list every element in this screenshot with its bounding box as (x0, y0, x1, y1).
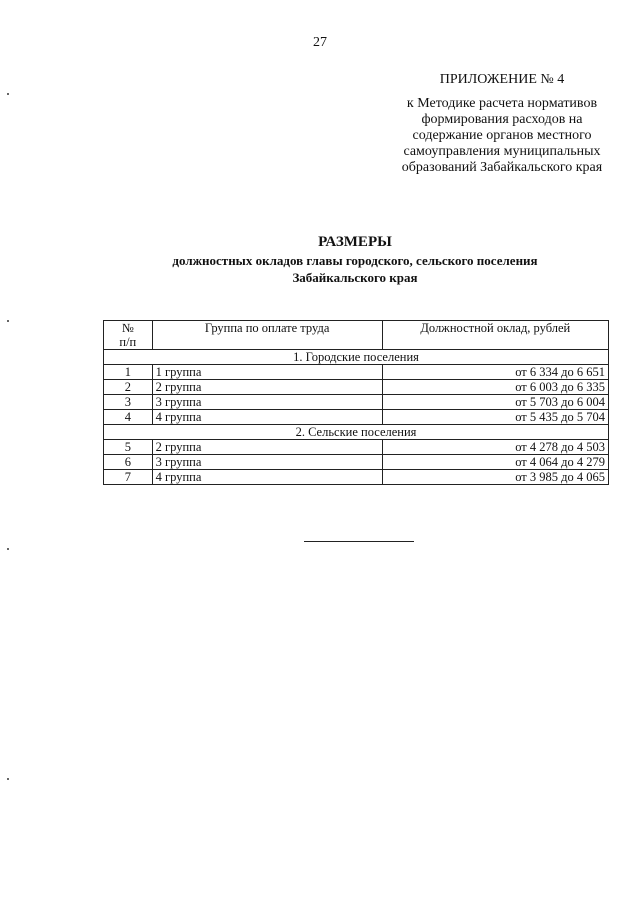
table-row (104, 470, 609, 485)
scan-margin-mark (7, 778, 9, 780)
heading-subtitle: Забайкальского края (292, 270, 418, 285)
header-num (104, 321, 153, 350)
section-title: 1. Городские поселения (104, 350, 609, 365)
document-heading (0, 232, 640, 286)
cell-group: 3 группа (152, 395, 382, 410)
cell-num: 4 (104, 410, 153, 425)
table-row (104, 395, 609, 410)
appendix-line: содержание органов местного (412, 128, 592, 143)
page-number: 27 (313, 35, 327, 50)
header-salary: Должностной оклад, рублей (382, 321, 608, 350)
heading-subtitle: должностных окладов главы городского, сельского поселения (172, 253, 538, 268)
cell-num: 3 (104, 395, 153, 410)
salary-table (103, 320, 609, 485)
table-row (104, 410, 609, 425)
cell-num: 1 (104, 365, 153, 380)
cell-salary: от 5 435 до 5 704 (382, 410, 608, 425)
cell-num: 5 (104, 440, 153, 455)
closing-divider (304, 541, 414, 542)
table-row (104, 380, 609, 395)
table-row (104, 455, 609, 470)
scan-margin-mark (7, 93, 9, 95)
header-num-line: п/п (119, 335, 137, 349)
appendix-title: ПРИЛОЖЕНИЕ № 4 (439, 72, 565, 87)
appendix-block (380, 72, 624, 176)
appendix-line: формирования расходов на (421, 112, 583, 127)
scan-margin-mark (7, 548, 9, 550)
section-title: 2. Сельские поселения (104, 425, 609, 440)
cell-num: 2 (104, 380, 153, 395)
cell-salary: от 4 278 до 4 503 (382, 440, 608, 455)
table-header-row (104, 321, 609, 350)
heading-title: РАЗМЕРЫ (318, 234, 392, 250)
cell-salary: от 4 064 до 4 279 (382, 455, 608, 470)
cell-num: 7 (104, 470, 153, 485)
header-num-line: № (121, 321, 134, 335)
appendix-line: образований Забайкальского края (401, 160, 603, 175)
cell-num: 6 (104, 455, 153, 470)
cell-group: 2 группа (152, 380, 382, 395)
scan-margin-mark (7, 320, 9, 322)
table-row (104, 440, 609, 455)
cell-group: 4 группа (152, 410, 382, 425)
header-group: Группа по оплате труда (152, 321, 382, 350)
cell-salary: от 6 003 до 6 335 (382, 380, 608, 395)
cell-group: 2 группа (152, 440, 382, 455)
cell-group: 3 группа (152, 455, 382, 470)
appendix-line: к Методике расчета нормативов (406, 96, 598, 111)
section-row (104, 425, 609, 440)
cell-group: 4 группа (152, 470, 382, 485)
appendix-line: самоуправления муниципальных (403, 144, 601, 159)
section-row (104, 350, 609, 365)
cell-salary: от 3 985 до 4 065 (382, 470, 608, 485)
cell-group: 1 группа (152, 365, 382, 380)
table-row (104, 365, 609, 380)
cell-salary: от 5 703 до 6 004 (382, 395, 608, 410)
cell-salary: от 6 334 до 6 651 (382, 365, 608, 380)
